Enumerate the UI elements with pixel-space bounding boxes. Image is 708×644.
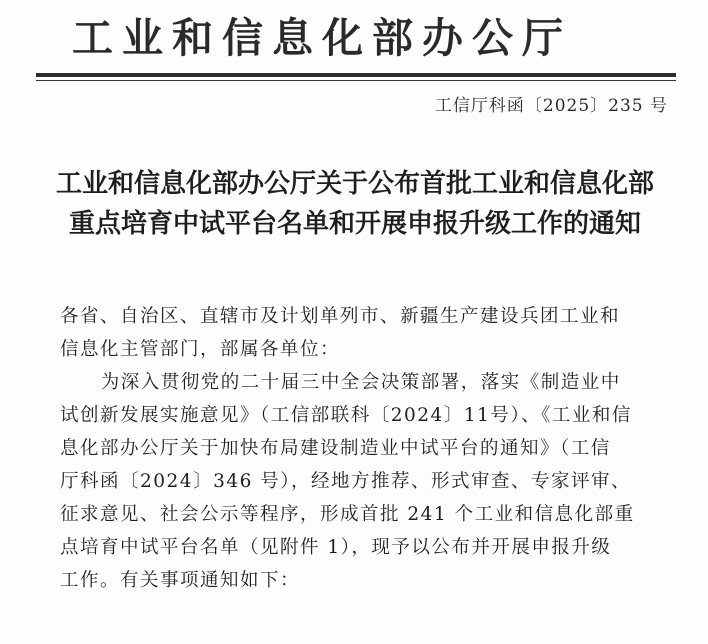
header-divider-thin [36, 80, 676, 81]
addressee [60, 300, 670, 366]
document-body [60, 300, 670, 597]
title-line-1: 工业和信息化部办公厅关于公布首批工业和信息化部 [55, 169, 654, 199]
paragraph-line: 息化部办公厅关于加快布局建设制造业中试平台的通知》（工信 [60, 438, 611, 459]
header-divider-thick [36, 73, 676, 77]
issuing-authority-header: 工业和信息化部办公厅 [72, 14, 572, 62]
addressee-line-1: 各省、自治区、直辖市及计划单列市、新疆生产建设兵团工业和 [60, 306, 621, 327]
paragraph-line: 厅科函〔2024〕346 号），经地方推荐、形式审查、专家评审、 [60, 471, 632, 492]
paragraph-line: 为深入贯彻党的二十届三中全会决策部署，落实《制造业中 [100, 372, 621, 393]
paragraph-line: 试创新发展实施意见》（工信部联科〔2024〕11号）、《工业和信 [60, 405, 632, 426]
paragraph-line: 点培育中试平台名单（见附件 1），现予以公布并开展申报升级 [60, 537, 612, 558]
addressee-line-2: 信息化主管部门，部属各单位： [60, 339, 341, 360]
document-title [40, 164, 670, 244]
paragraph-line: 征求意见、社会公示等程序，形成首批 241 个工业和信息化部重 [60, 504, 635, 525]
paragraph-line: 工作。有关事项通知如下： [60, 570, 301, 591]
title-line-2: 重点培育中试平台名单和开展申报升级工作的通知 [68, 209, 641, 239]
body-paragraph [60, 366, 670, 597]
document-number: 工信厅科函〔2025〕235 号 [434, 96, 668, 116]
